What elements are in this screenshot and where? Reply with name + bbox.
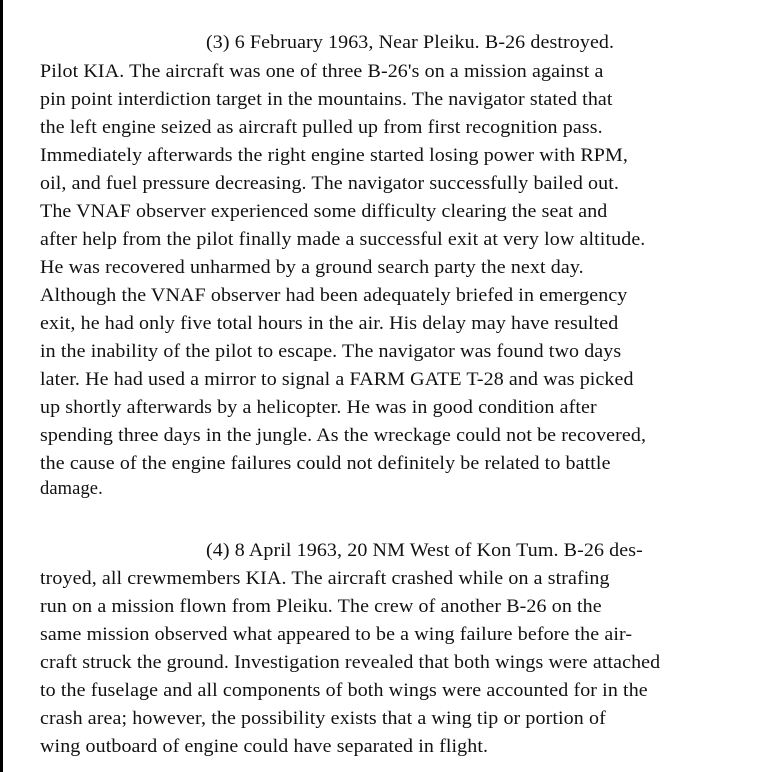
paragraph-3-line: in the inability of the pilot to escape. The navigator was found two days [40, 342, 622, 362]
paragraph-3-line: up shortly afterwards by a helicopter. He was in good condition after [40, 398, 597, 418]
paragraph-4-line: crash area; however, the possibility exists that a wing tip or portion of [40, 709, 606, 729]
paragraph-3-line: Although the VNAF observer had been adequately briefed in emergency [40, 286, 628, 306]
paragraph-4-line: to the fuselage and all components of both wings were accounted for in the [40, 681, 648, 701]
paragraph-3-line: (3) 6 February 1963, Near Pleiku. B-26 destroyed. [206, 33, 615, 53]
paragraph-4-line: run on a mission flown from Pleiku. The crew of another B-26 on the [40, 597, 602, 617]
paragraph-3-line: Immediately afterwards the right engine started losing power with RPM, [40, 146, 628, 166]
paragraph-3-line: pin point interdiction target in the mountains. The navigator stated that [40, 90, 613, 110]
paragraph-4-line: same mission observed what appeared to be a wing failure before the air- [40, 625, 633, 645]
paragraph-3-line: oil, and fuel pressure decreasing. The navigator successfully bailed out. [40, 174, 619, 194]
paragraph-3-line: the left engine seized as aircraft pulled up from first recognition pass. [40, 118, 603, 138]
paragraph-3-line: after help from the pilot finally made a successful exit at very low altitude. [40, 230, 646, 250]
paragraph-3-line: exit, he had only five total hours in the air. His delay may have resulted [40, 314, 619, 334]
paragraph-3-line: Pilot KIA. The aircraft was one of three B-26's on a mission against a [40, 62, 604, 82]
paragraph-3-line: The VNAF observer experienced some difficulty clearing the seat and [40, 202, 608, 222]
paragraph-4-line: troyed, all crewmembers KIA. The aircraft crashed while on a strafing [40, 569, 610, 589]
paragraph-3-line: damage. [40, 479, 103, 499]
paragraph-3-line: He was recovered unharmed by a ground search party the next day. [40, 258, 584, 278]
paragraph-3-line: the cause of the engine failures could not definitely be related to battle [40, 454, 611, 474]
paragraph-3-line: spending three days in the jungle. As the wreckage could not be recovered, [40, 426, 647, 446]
paragraph-4-line: wing outboard of engine could have separated in flight. [40, 737, 489, 757]
paragraph-3-line: later. He had used a mirror to signal a FARM GATE T-28 and was picked [40, 370, 634, 390]
scan-edge-border [0, 0, 3, 772]
paragraph-4-line: craft struck the ground. Investigation revealed that both wings were attached [40, 653, 661, 673]
paragraph-4-line: (4) 8 April 1963, 20 NM West of Kon Tum. B-26 des- [206, 541, 643, 561]
